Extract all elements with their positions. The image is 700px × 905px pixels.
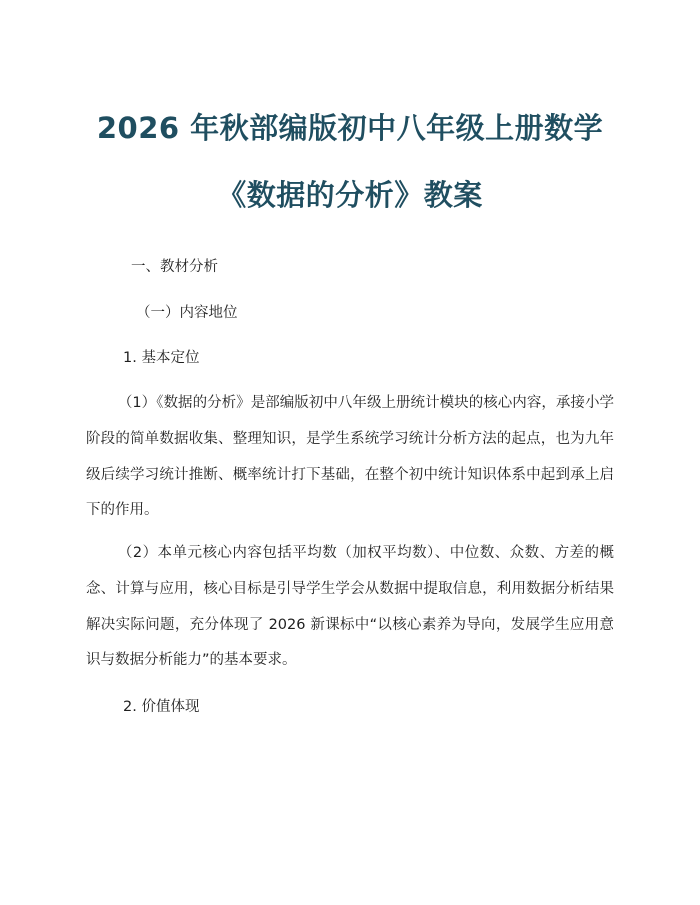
paragraph-positioning-2: （2）本单元核心内容包括平均数（加权平均数）、中位数、众数、方差的概念、计算与应用，核心目标是引导学生学会从数据中提取信息，利用数据分析结果解决实际问题，充分体现了 2026 新课标中“以核心素养为导向，发展学生应用意识与数据分析能力”的基本要求。 — [86, 545, 614, 669]
subsection-heading-content-position: （一）内容地位 — [136, 305, 238, 321]
document-title-line-1: 2026 年秋部编版初中八年级上册数学 — [96, 111, 604, 145]
item-heading-value: 2. 价值体现 — [123, 699, 200, 715]
paragraph-positioning-1: （1）《数据的分析》是部编版初中八年级上册统计模块的核心内容，承接小学阶段的简单数据收集、整理知识，是学生系统学习统计分析方法的起点，也为九年级后续学习统计推断、概率统计打下基础，在整个初中统计知识体系中起到承上启下的作用。 — [86, 395, 614, 519]
document-title-line-2: 《数据的分析》教案 — [217, 178, 483, 212]
item-heading-basic-positioning: 1. 基本定位 — [123, 350, 200, 366]
section-heading-textbook-analysis: 一、教材分析 — [131, 259, 218, 275]
